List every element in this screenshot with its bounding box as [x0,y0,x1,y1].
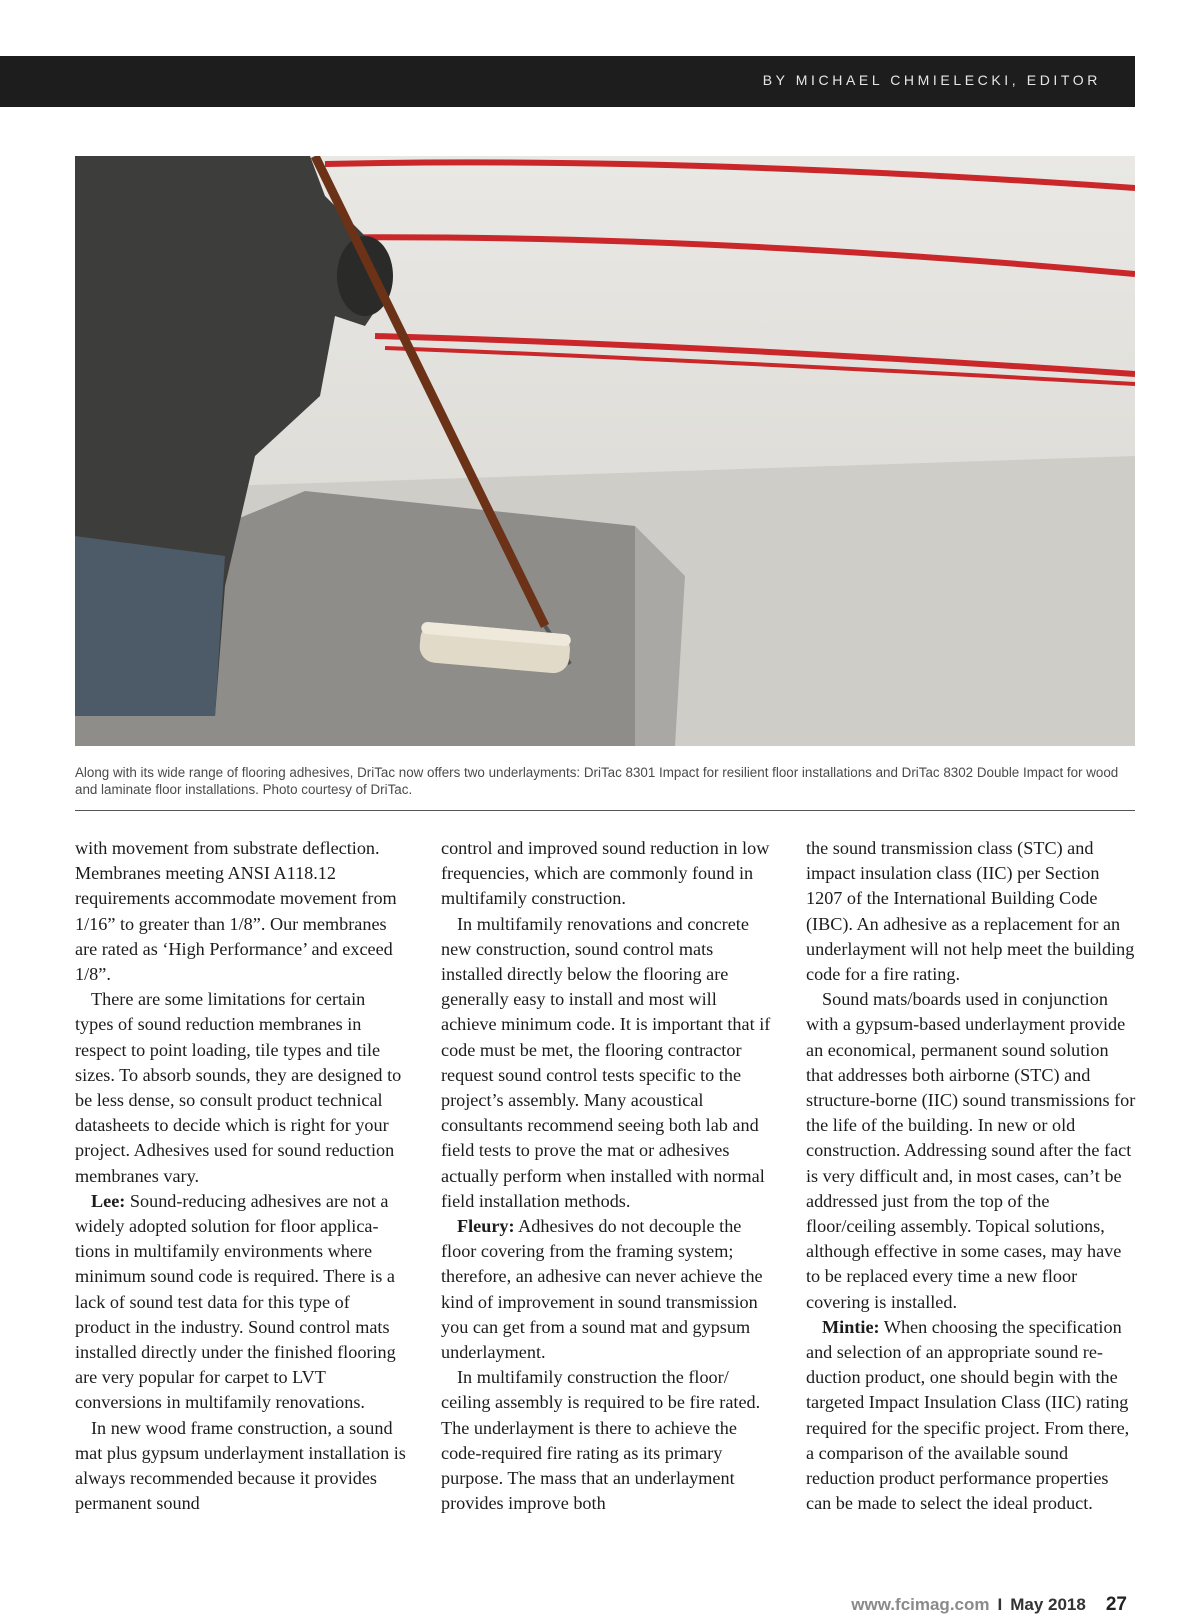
paragraph-text: Sound-reducing adhesives are not a widely adopted solution for floor applications in multifamily environments where minimum sound code is required. There is a lack of sound test data for this type of product in the industry. Sound control mats installed directly under the finished flooring are very popular for carpet to LVT conversions in multifamily renovations. [75,1190,396,1413]
paragraph-text: control and improved sound reduction in low frequencies, which are commonly found in multifamily construction. [441,838,770,909]
speaker-name: Fleury: [457,1216,515,1237]
paragraph [75,1416,407,1517]
photo-illustration [75,156,1135,746]
paragraph [75,1189,407,1416]
paragraph-text: There are some limitations for certain types of sound reduction membranes in respect to point loading, tile types and tile sizes. To absorb sounds, they are designed to be less dense, so consult product technical datasheets to decide which is right for your project. Adhesives used for sound reduction membranes vary. [75,989,402,1186]
paragraph [441,912,773,1214]
paragraph-text: the sound transmission class (STC) and impact insulation class (IIC) per Section 1207 of the International Building Code (IBC). An adhesive as a replacement for an underlayment will not help meet the building code for a fire rating. [806,838,1135,985]
paragraph [806,987,1138,1315]
paragraph-text: In multifamily renovations and concrete new construction, sound control mats installed directly below the flooring are generally easy to install and most will achieve minimum code. It is important that if code must be met, the flooring contractor request sound control tests specific to the project’s assembly. Many acoustical consultants recommend seeing both lab and field tests to prove the mat or adhesives actually perform when installed with normal field installation methods. [441,913,771,1211]
speaker-name: Mintie: [822,1316,880,1337]
page-number: 27 [1105,1594,1127,1615]
byline: BY MICHAEL CHMIELECKI, EDITOR [762,72,1101,88]
paragraph [441,836,773,912]
paragraph-text: Adhesives do not decouple the floor covering from the framing system; therefore, an adhesive can never achieve the kind of improvement in sound transmission you can get from a sound mat and gypsum underlayment. [441,1216,763,1363]
article-photo [75,156,1135,746]
paragraph-text: In multifamily construction the floor/ ceiling assembly is required to be fire rated. The underlayment is there to achieve the code-required fire rating as its primary purpose. The mass that an underlayment provides improve both [441,1367,761,1514]
photo-caption: Along with its wide range of flooring adhesives, DriTac now offers two underlayments: DriTac 8301 Impact for resilient floor installations and DriTac 8302 Double Impact for wood and laminate floor installations. Photo courtesy of DriTac. [75,765,1119,797]
paragraph [75,987,407,1189]
paragraph-text: Sound mats/boards used in conjunction with a gypsum-based underlayment provide an economical, permanent sound solution that addresses both airborne (STC) and structure-borne (IIC) sound transmissions for the life of the building. In new or old construction. Addressing sound after the fact is very difficult and, in most cases, can’t be addressed just from the top of the floor/ceiling assembly. Topical solutions, although effective in some cases, may have to be replaced every time a new floor covering is installed. [806,989,1136,1312]
text-column-2 [441,836,773,1516]
paragraph-text: with movement from substrate deflection. Membranes meeting ANSI A118.12 requirements accommodate movement from 1/16” to greater than 1/8”. Our membranes are rated as ‘High Performance’ and exceed 1/8”. [75,838,397,985]
paragraph [806,1315,1138,1517]
paragraph-text: In new wood frame construction, a sound mat plus gypsum underlayment installation is always recommended because it provides permanent sound [75,1417,406,1514]
text-column-1 [75,836,407,1516]
header-bar [0,56,1135,107]
paragraph [441,1365,773,1516]
issue-date: May 2018 [1010,1595,1086,1614]
text-column-3 [806,836,1138,1516]
paragraph [806,836,1138,987]
footer-separator: I [997,1595,1003,1614]
paragraph-text: When choosing the specification and selection of an appropriate sound reduction product, one should begin with the targeted Impact Insulation Class (IIC) rating required for the specific project. From there, a comparison of the available sound reduction product performance properties can be made to select the ideal product. [806,1316,1130,1514]
paragraph [75,836,407,987]
speaker-name: Lee: [91,1190,126,1211]
paragraph [441,1214,773,1365]
website-url[interactable]: www.fcimag.com [851,1595,990,1614]
caption-rule [75,810,1135,811]
